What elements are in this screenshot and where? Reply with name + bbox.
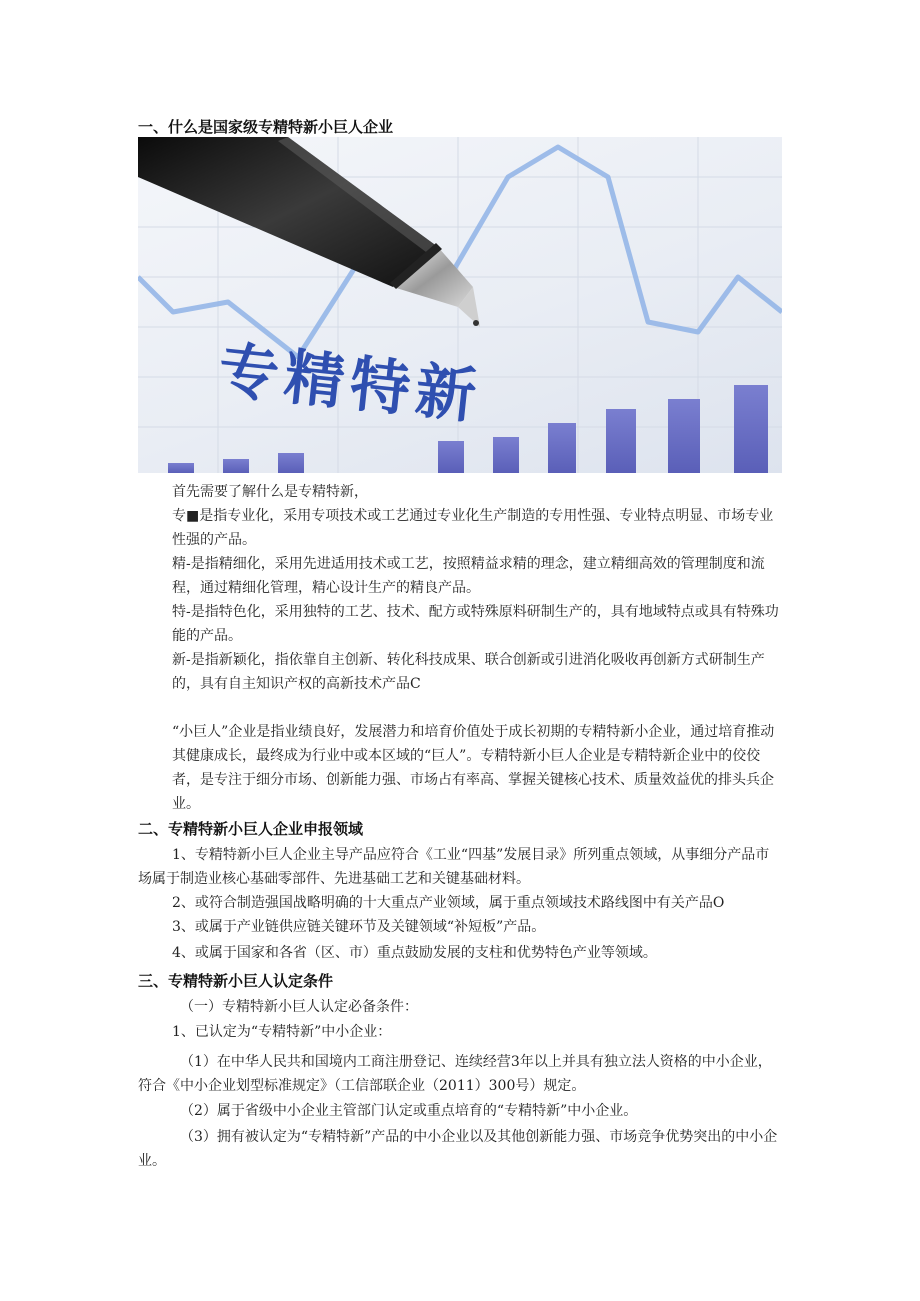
condition-1-item-1: （1）在中华人民共和国境内工商注册登记、连续经营3年以上并具有独立法人资格的中小企业，符合《中小企业划型标准规定》（工信部联企业（2011）300号）规定。 <box>138 1054 772 1094</box>
domain-item-1: 1、专精特新小巨人企业主导产品应符合《工业“四基”发展目录》所列重点领域，从事细分产品市场属于制造业核心基础零部件、先进基础工艺和关键基础材料。 <box>138 847 770 887</box>
domain-item-3: 3、或属于产业链供应链关键环节及关键领域“补短板”产品。 <box>172 919 546 935</box>
xin-definition: 新-是指新颖化，指依靠自主创新、转化科技成果、联合创新或引进消化吸收再创新方式研制生产的，具有自主知识产权的高新技术产品C <box>172 652 765 692</box>
jing-definition: 精-是指精细化，采用先进适用技术或工艺，按照精益求精的理念，建立精细高效的管理制度和流程，通过精细化管理，精心设计生产的精良产品。 <box>172 556 765 596</box>
section-1-heading: 一、什么是国家级专精特新小巨人企业 <box>138 118 394 136</box>
domain-item-4: 4、或属于国家和各省（区、市）重点鼓励发展的支柱和优势特色产业等领域。 <box>172 945 657 961</box>
section-2-heading: 二、专精特新小巨人企业申报领域 <box>138 820 364 838</box>
te-definition: 特-是指特色化，采用独特的工艺、技术、配方或特殊原料研制生产的，具有地域特点或具有特殊功能的产品。 <box>172 604 779 644</box>
intro-text: 首先需要了解什么是专精特新， <box>172 484 368 500</box>
hero-illustration <box>138 137 782 473</box>
condition-1-item-2: （2）属于省级中小企业主管部门认定或重点培育的“专精特新”中小企业。 <box>180 1103 638 1119</box>
zhuan-definition: 专■是指专业化，采用专项技术或工艺通过专业化生产制造的专用性强、专业特点明显、市场专业性强的产品。 <box>172 508 774 548</box>
section-3-heading: 三、专精特新小巨人认定条件 <box>138 972 334 990</box>
domain-item-2: 2、或符合制造强国战略明确的十大重点产业领域，属于重点领域技术路线图中有关产品O <box>172 895 725 911</box>
conditions-subheading: （一）专精特新小巨人认定必备条件： <box>180 999 418 1015</box>
little-giant-paragraph: “小巨人”企业是指业绩良好，发展潜力和培育价值处于成长初期的专精特新小企业，通过培育推动其健康成长，最终成为行业中或本区域的“巨人”。专精特新小巨人企业是专精特新企业中的佼佼者，是专注于细分市场、创新能力强、市场占有率高、掌握关键核心技术、质量效益优的排头兵企业。 <box>172 724 775 812</box>
hero-image <box>138 137 782 473</box>
condition-1: 1、已认定为“专精特新”中小企业： <box>172 1024 392 1040</box>
condition-1-item-3: （3）拥有被认定为“专精特新”产品的中小企业以及其他创新能力强、市场竞争优势突出的中小企业。 <box>138 1129 778 1169</box>
hero-title-text: 专精特新 <box>215 335 486 433</box>
